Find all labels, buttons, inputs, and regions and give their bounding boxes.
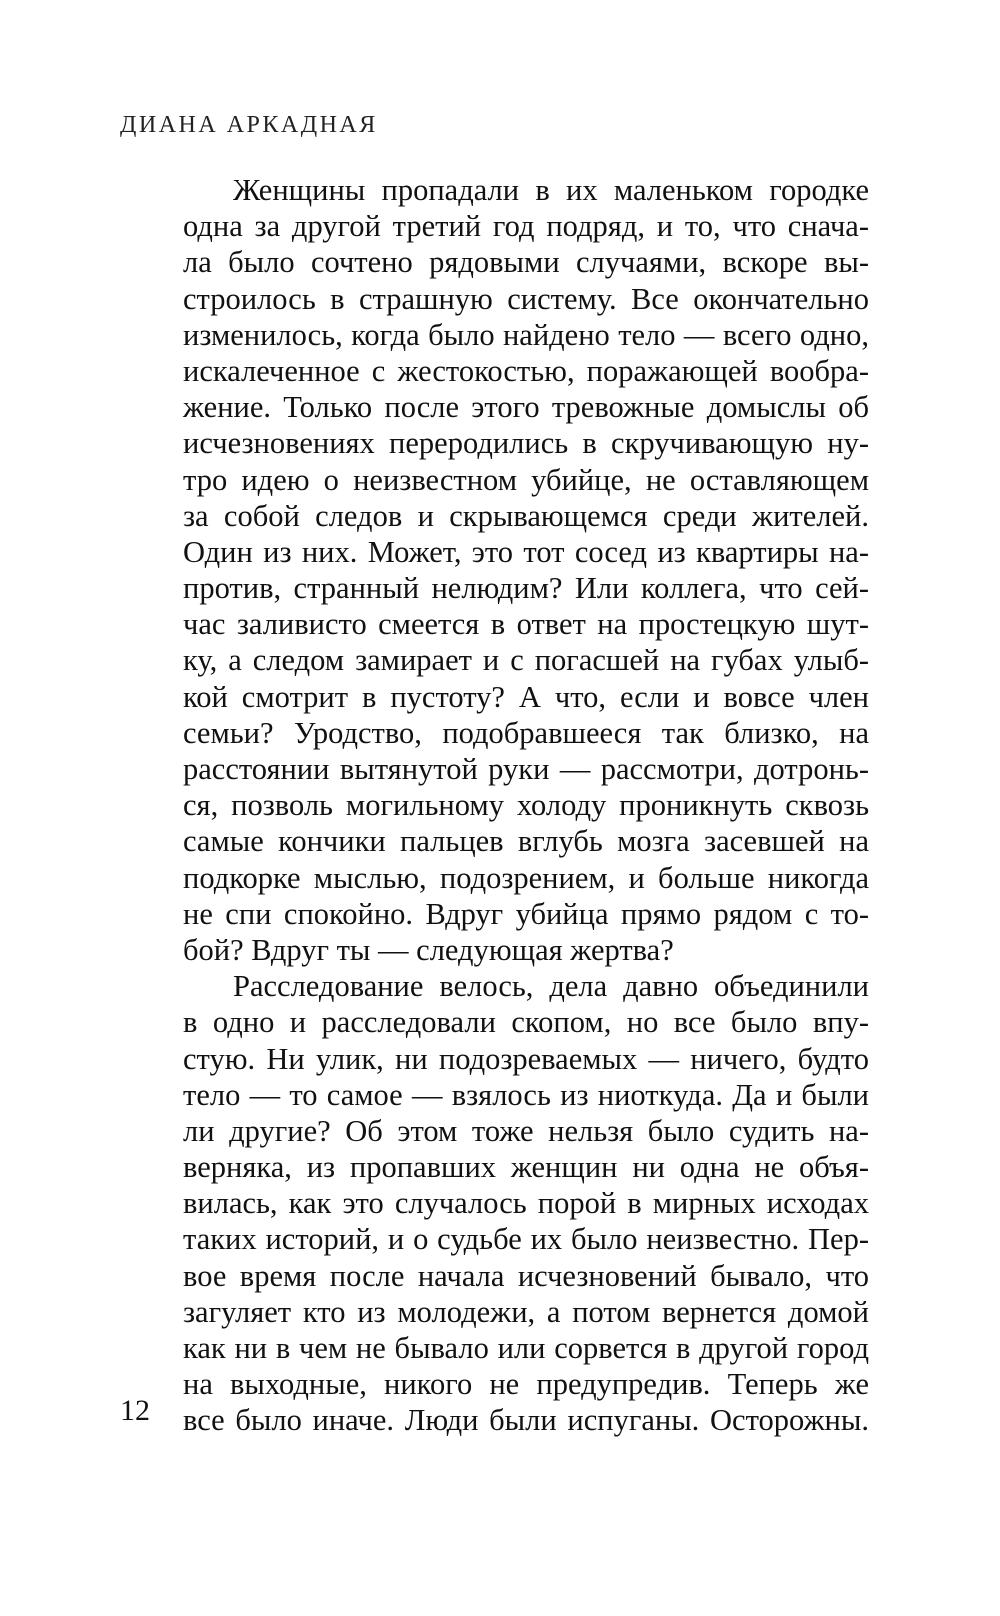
text-line: исчезновениях переродились в скручивающую ну-: [183, 426, 869, 461]
text-line: тро идею о неизвестном убийце, не оставляющем: [183, 462, 869, 497]
text-line: изменилось, когда было найдено тело — всего одно,: [183, 317, 869, 352]
text-line: как ни в чем не бывало или сорвется в другой город: [183, 1331, 869, 1365]
text-line: ся, позволь могильному холоду проникнуть сквозь: [183, 788, 869, 823]
text-line: расстоянии вытянутой руки — рассмотри, дотронь-: [183, 752, 869, 786]
text-line: верняка, из пропавших женщин ни одна не объя-: [183, 1150, 869, 1185]
running-head: ДИАНА АРКАДНАЯ: [120, 112, 378, 138]
text-line: час заливисто смеется в ответ на простецкую шут-: [183, 607, 869, 642]
text-line: ку, а следом замирает и с погасшей на губах улыб-: [183, 643, 869, 678]
text-line: самые кончики пальцев вглубь мозга засевшей на: [183, 824, 869, 859]
text-line: ли другие? Об этом тоже нельзя было судить на-: [183, 1113, 869, 1148]
text-line: вилась, как это случалось порой в мирных исходах: [183, 1186, 869, 1221]
text-line: таких историй, и о судьбе их было неизвестно. Пер-: [183, 1222, 869, 1257]
body-text: [183, 172, 869, 1439]
text-line: Женщины пропадали в их маленьком городке: [233, 173, 869, 207]
page-number: 12: [120, 1394, 150, 1427]
text-line: искалеченное с жестокостью, поражающей вообра-: [183, 353, 869, 388]
text-line: одна за другой третий год подряд, и то, что снача-: [183, 209, 869, 244]
text-line: Один из них. Может, это тот сосед из квартиры на-: [183, 534, 869, 569]
text-line: ла было сочтено рядовыми случаями, вскоре вы-: [183, 245, 869, 280]
text-line: строилось в страшную систему. Все окончательно: [183, 281, 869, 316]
text-line: на выходные, никого не предупредив. Теперь же: [183, 1367, 869, 1402]
text-line: бой? Вдруг ты — следующая жертва?: [183, 932, 674, 967]
text-line: все было иначе. Люди были испуганы. Осторожны.: [183, 1403, 869, 1438]
text-line: подкорке мыслью, подозрением, и больше никогда: [183, 860, 869, 895]
text-line: загуляет кто из молодежи, а потом вернется домой: [183, 1294, 869, 1329]
text-line: за собой следов и скрывающемся среди жителей.: [183, 498, 869, 533]
text-line: семьи? Уродство, подобравшееся так близко, на: [183, 715, 869, 750]
text-line: вое время после начала исчезновений бывало, что: [183, 1258, 869, 1293]
text-line: стую. Ни улик, ни подозреваемых — ничего, будто: [183, 1041, 869, 1076]
text-line: тело — то самое — взялось из ниоткуда. Да и были: [183, 1077, 869, 1112]
text-line: не спи спокойно. Вдруг убийца прямо рядом с то-: [183, 896, 869, 931]
text-line: кой смотрит в пустоту? А что, если и вовсе член: [183, 679, 869, 714]
text-line: Расследование велось, дела давно объединили: [233, 969, 869, 1004]
text-line: против, странный нелюдим? Или коллега, что сей-: [183, 571, 869, 606]
text-line: жение. Только после этого тревожные домыслы об: [183, 390, 869, 425]
text-line: в одно и расследовали скопом, но все было впу-: [183, 1005, 869, 1040]
